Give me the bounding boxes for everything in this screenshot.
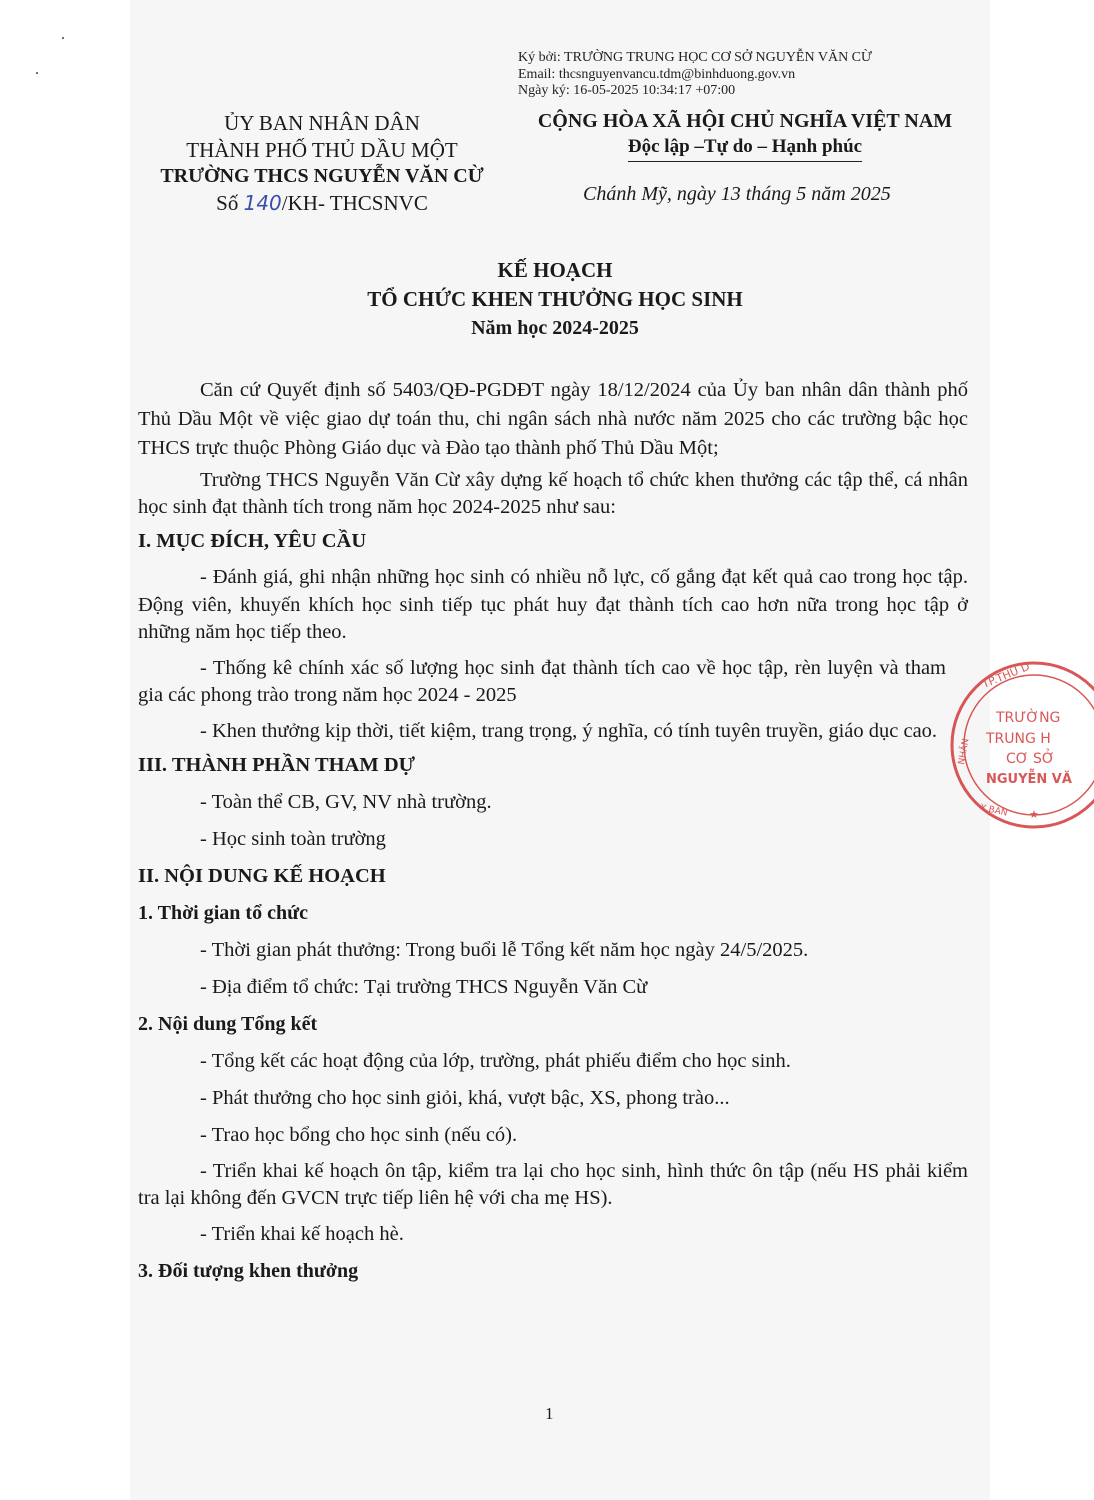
subsection-2-item: - Triển khai kế hoạch hè. [200,1223,404,1245]
national-motto: Độc lập –Tự do – Hạnh phúc [628,134,862,162]
seal-line-3: CƠ SỞ [1006,751,1055,767]
signature-signer: Ký bởi: TRƯỜNG TRUNG HỌC CƠ SỞ NGUYỄN VĂN CỪ [518,50,872,65]
signature-email: Email: thcsnguyenvancu.tdm@binhduong.gov.vn [518,66,796,82]
school-name: TRƯỜNG THCS NGUYỄN VĂN CỪ [160,165,484,187]
seal-line-1: TRƯỜNG [996,710,1061,726]
subsection-2-heading: 2. Nội dung Tổng kết [138,1013,318,1035]
section-1-item: - Thống kê chính xác số lượng học sinh đạt thành tích cao về học tập, rèn luyện và tham gia các phong trào trong năm học 2024 - 2025 [138,656,946,706]
document-title [130,256,980,343]
signature-date: Ngày ký: 16-05-2025 10:34:17 +07:00 [518,83,736,98]
section-3-heading: III. THÀNH PHẦN THAM DỰ [138,754,415,776]
section-1-item: - Khen thưởng kịp thời, tiết kiệm, trang trọng, ý nghĩa, có tính tuyên truyền, giáo dục cao. [200,719,938,742]
section-1-heading: I. MỤC ĐÍCH, YÊU CẦU [138,530,367,552]
subsection-2-item: - Triển khai kế hoạch ôn tập, kiểm tra lại cho học sinh, hình thức ôn tập (nếu HS phải kiểm tra lại không đến GVCN trực tiếp liên hệ với cha mẹ HS). [138,1160,968,1209]
scan-speck [36,72,38,74]
authority-line-2: THÀNH PHỐ THỦ DẦU MỘT [186,137,458,162]
subsection-1-heading: 1. Thời gian tổ chức [138,902,308,924]
document-body [138,376,968,1286]
subsection-2-item: - Tổng kết các hoạt động của lớp, trường, phát phiếu điểm cho học sinh. [200,1050,791,1072]
title-line-2: TỔ CHỨC KHEN THƯỞNG HỌC SINH [367,287,743,311]
nation-name: CỘNG HÒA XÃ HỘI CHỦ NGHĨA VIỆT NAM [537,110,953,132]
section-3-item: - Toàn thể CB, GV, NV nhà trường. [200,791,492,813]
seal-line-4: NGUYỄN VĂ [986,772,1072,787]
seal-top-text: TP.THỦ D [980,659,1032,691]
seal-star-icon: ★ [1029,808,1039,821]
section-3-item: - Học sinh toàn trường [200,828,386,850]
title-school-year: Năm học 2024-2025 [471,317,639,339]
official-red-seal [944,660,1094,830]
subsection-2-item: - Trao học bổng cho học sinh (nếu có). [200,1124,518,1146]
digital-signature-block [518,50,872,100]
national-header [505,108,985,162]
document-number: Số 140/KH- THCSNVC [216,190,428,215]
place-and-date: Chánh Mỹ, ngày 13 tháng 5 năm 2025 [583,183,891,205]
intro-paragraph-1: Căn cứ Quyết định số 5403/QĐ-PGDĐT ngày 18/12/2024 của Ủy ban nhân dân thành phố Thủ Dầu Một về việc giao dự toán thu, chi ngân sách nhà nước năm 2025 cho các trường bậc học THCS trực thuộc Phòng Giáo dục và Đào tạo thành phố Thủ Dầu Một; [138,379,968,459]
title-line-1: KẾ HOẠCH [497,258,613,282]
intro-paragraph-2: Trường THCS Nguyễn Văn Cừ xây dựng kế hoạch tổ chức khen thưởng các tập thể, cá nhân học sinh đạt thành tích trong năm học 2024-2025 như sau: [138,469,968,518]
subsection-3-heading: 3. Đối tượng khen thưởng [138,1260,359,1282]
issuing-authority-header [138,110,506,216]
handwritten-doc-number: 140 [243,190,282,215]
subsection-2-item: - Phát thưởng cho học sinh giỏi, khá, vượt bậc, XS, phong trào... [200,1087,730,1109]
subsection-1-item: - Thời gian phát thưởng: Trong buổi lễ Tổng kết năm học ngày 24/5/2025. [200,939,809,961]
seal-side-text: NHÂN [957,737,972,766]
section-1-item: - Đánh giá, ghi nhận những học sinh có nhiều nỗ lực, cố gắng đạt kết quả cao trong học tập. Động viên, khuyến khích học sinh tiếp tục phát huy đạt thành tích cao hơn nữa trong học tập ở những năm học tiếp theo. [138,566,968,643]
authority-line-1: ỦY BAN NHÂN DÂN [224,111,420,135]
seal-bottom-text: Y BAN [979,803,1009,819]
section-2-heading: II. NỘI DUNG KẾ HOẠCH [138,865,386,887]
page-number: 1 [545,1404,554,1423]
subsection-1-item: - Địa điểm tổ chức: Tại trường THCS Nguyễn Văn Cừ [200,976,648,998]
seal-line-2: TRUNG H [986,731,1051,747]
scan-speck [62,37,64,39]
